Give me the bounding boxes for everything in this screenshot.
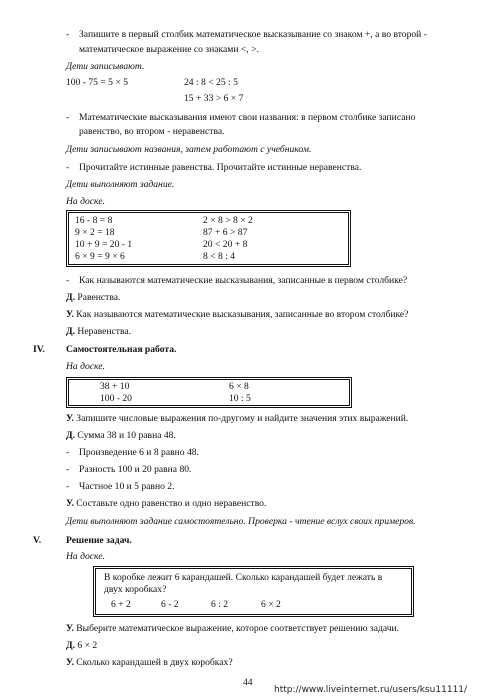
note: Дети выполняют задание самостоятельно. Проверка - чтение вслух своих примеров. [66,516,416,527]
dash: - [66,447,70,458]
board-box [66,377,352,408]
page-number: 44 [243,677,253,688]
dash: - [66,112,70,123]
answer-text: Сумма 38 и 10 равна 48. [77,430,176,441]
board-expression: 2 × 8 > 8 × 2 [203,215,253,226]
answer-text: Равенства. [77,292,121,303]
board-expression: 10 : 5 [229,393,251,404]
instruction-line: математическое выражение со знаками <, >. [79,44,259,55]
question-text: Запишите числовые выражения по-другому и найдите значения этих выражений. [76,413,409,424]
board-note: На доске. [66,551,105,562]
question-text: Выберите математическое выражение, которое соответствует решению задачи. [76,623,400,634]
speaker-label: У. [66,498,74,509]
instruction-line: Математические высказывания имеют свои названия: в первом столбике записано [79,112,416,123]
answer-line [66,292,120,304]
note: Дети записывают названия, затем работают с учебником. [66,144,312,155]
question: Как называются математические высказывания, записанные в первом столбике? [79,275,408,286]
note: Дети выполняют задание. [66,179,175,190]
board-expression: 100 - 20 [100,393,132,404]
answer-line [66,430,176,442]
question-line [66,413,408,425]
board-box [66,210,351,267]
option-expression: 6 : 2 [211,599,229,610]
board-expression: 6 × 8 [229,381,249,392]
question-line [66,309,408,321]
answer-text: Неравенства. [77,326,132,337]
question-text: Составьте одно равенство и одно неравенство. [76,498,267,509]
speaker-label: У. [66,657,74,668]
board-expression: 20 < 20 + 8 [203,239,248,250]
answer-line [66,640,97,652]
question-text: Как называются математические высказывания, записанные во втором столбике? [76,309,409,320]
example: 24 : 8 < 25 : 5 [184,77,238,88]
task-text: В коробке лежит 6 карандашей. Сколько карандашей будет лежать в [104,572,383,583]
instruction-line: Прочитайте истинные равенства. Прочитайте истинные неравенства. [79,162,362,173]
instruction-line: равенство, во втором - неравенства. [79,126,225,137]
question-line [66,657,233,669]
example: 15 + 33 > 6 × 7 [184,93,244,104]
board-expression: 38 + 10 [100,381,130,392]
dash: - [66,162,70,173]
speaker-label: Д. [66,326,75,337]
board-expression: 9 × 2 = 18 [75,227,115,238]
question-text: Сколько карандашей в двух коробках? [76,657,233,668]
list-item: Частное 10 и 5 равно 2. [79,481,175,492]
speaker-label: У. [66,623,74,634]
question-line [66,623,399,635]
answer-line [66,326,131,338]
note: Дети записывают. [66,61,145,72]
board-expression: 8 < 8 : 4 [203,251,236,262]
option-expression: 6 × 2 [261,599,281,610]
list-item: Разность 100 и 20 равна 80. [79,464,192,475]
speaker-label: Д. [66,292,75,303]
board-expression: 10 + 9 = 20 - 1 [75,239,133,250]
section-title: Решение задач. [66,535,132,546]
dash: - [66,29,70,40]
instruction-line: Запишите в первый столбик математическое высказывание со знаком +, а во второй - [79,29,427,40]
board-note: На доске. [66,196,105,207]
question-line [66,498,266,510]
dash: - [66,464,70,475]
board-box [93,566,414,617]
task-text: двух коробках? [104,584,167,595]
option-expression: 6 - 2 [161,599,179,610]
speaker-label: Д. [66,640,75,651]
board-expression: 6 × 9 = 9 × 6 [75,251,125,262]
dash: - [66,481,70,492]
board-expression: 87 + 6 > 87 [203,227,248,238]
speaker-label: У. [66,309,74,320]
answer-text: 6 × 2 [77,640,98,651]
list-item: Произведение 6 и 8 равно 48. [79,447,199,458]
board-note: На доске. [66,361,105,372]
watermark-url: http://www.liveinternet.ru/users/ksu11111/ [274,685,468,695]
section-title: Самостоятельная работа. [66,344,177,355]
example: 100 - 75 = 5 × 5 [66,77,128,88]
dash: - [66,275,70,286]
section-number: V. [33,535,42,546]
section-number: IV. [33,344,45,355]
speaker-label: Д. [66,430,75,441]
board-expression: 16 - 8 = 8 [75,215,113,226]
option-expression: 6 + 2 [111,599,131,610]
speaker-label: У. [66,413,74,424]
